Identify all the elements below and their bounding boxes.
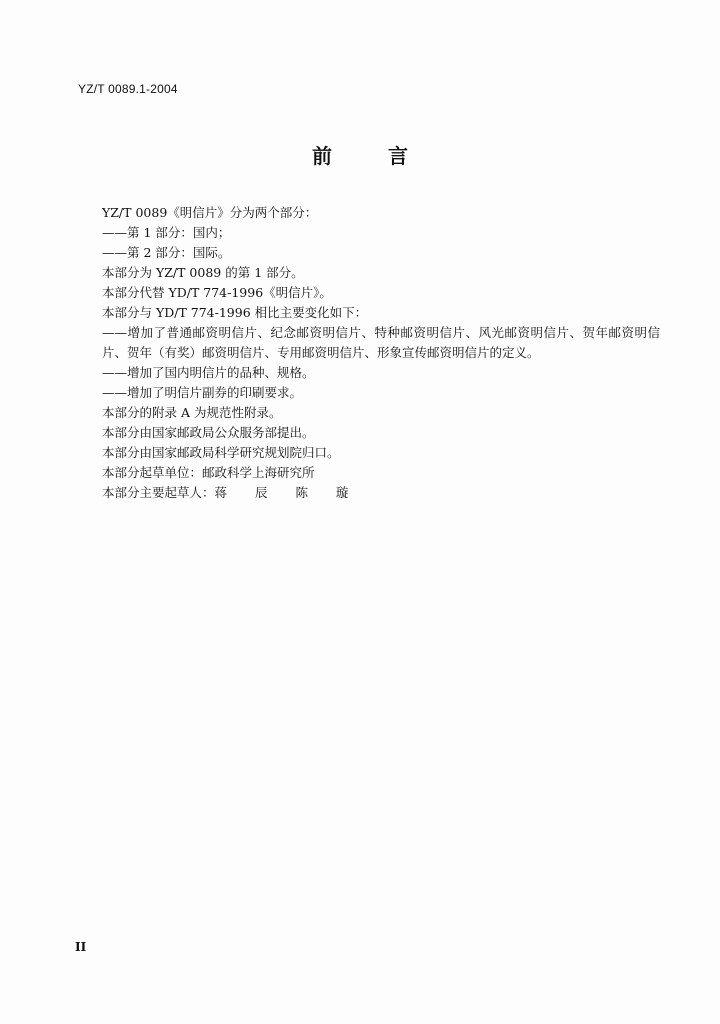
paragraph-annex: 本部分的附录 A 为规范性附录。 — [102, 405, 282, 420]
paragraph-proposed-by: 本部分由国家邮政局公众服务部提出。 — [102, 425, 315, 440]
foreword-body — [80, 203, 660, 503]
document-number: YZ/T 0089.1-2004 — [78, 82, 178, 96]
paragraph-part-2: ——第 2 部分：国际。 — [102, 245, 231, 260]
paragraph-managed-by: 本部分由国家邮政局科学研究规划院归口。 — [102, 445, 340, 460]
paragraph-drafters — [80, 483, 660, 503]
paragraph-change-varieties: ——增加了国内明信片的品种、规格。 — [102, 365, 315, 380]
section-title: 前言 — [312, 144, 464, 168]
drafters-names: 蒋 辰 陈 璇 — [214, 485, 361, 500]
paragraph-replaces: 本部分代替 YD/T 774-1996《明信片》。 — [102, 285, 332, 300]
paragraph-change-definitions: ——增加了普通邮资明信片、纪念邮资明信片、特种邮资明信片、风光邮资明信片、贺年邮资明信片、贺年（有奖）邮资明信片、专用邮资明信片、形象宣传邮资明信片的定义。 — [102, 325, 660, 360]
paragraph-change-printing: ——增加了明信片副券的印刷要求。 — [102, 385, 303, 400]
page-number: II — [75, 940, 87, 954]
paragraph-this-part: 本部分为 YZ/T 0089 的第 1 部分。 — [102, 265, 304, 280]
paragraph-part-1: ——第 1 部分：国内； — [102, 225, 231, 240]
paragraph-drafting-unit: 本部分起草单位：邮政科学上海研究所 — [102, 465, 315, 480]
paragraph-changes-intro: 本部分与 YD/T 774-1996 相比主要变化如下： — [102, 305, 368, 320]
paragraph-parts-intro: YZ/T 0089《明信片》分为两个部分： — [102, 205, 318, 220]
drafters-label: 本部分主要起草人： — [102, 485, 215, 500]
